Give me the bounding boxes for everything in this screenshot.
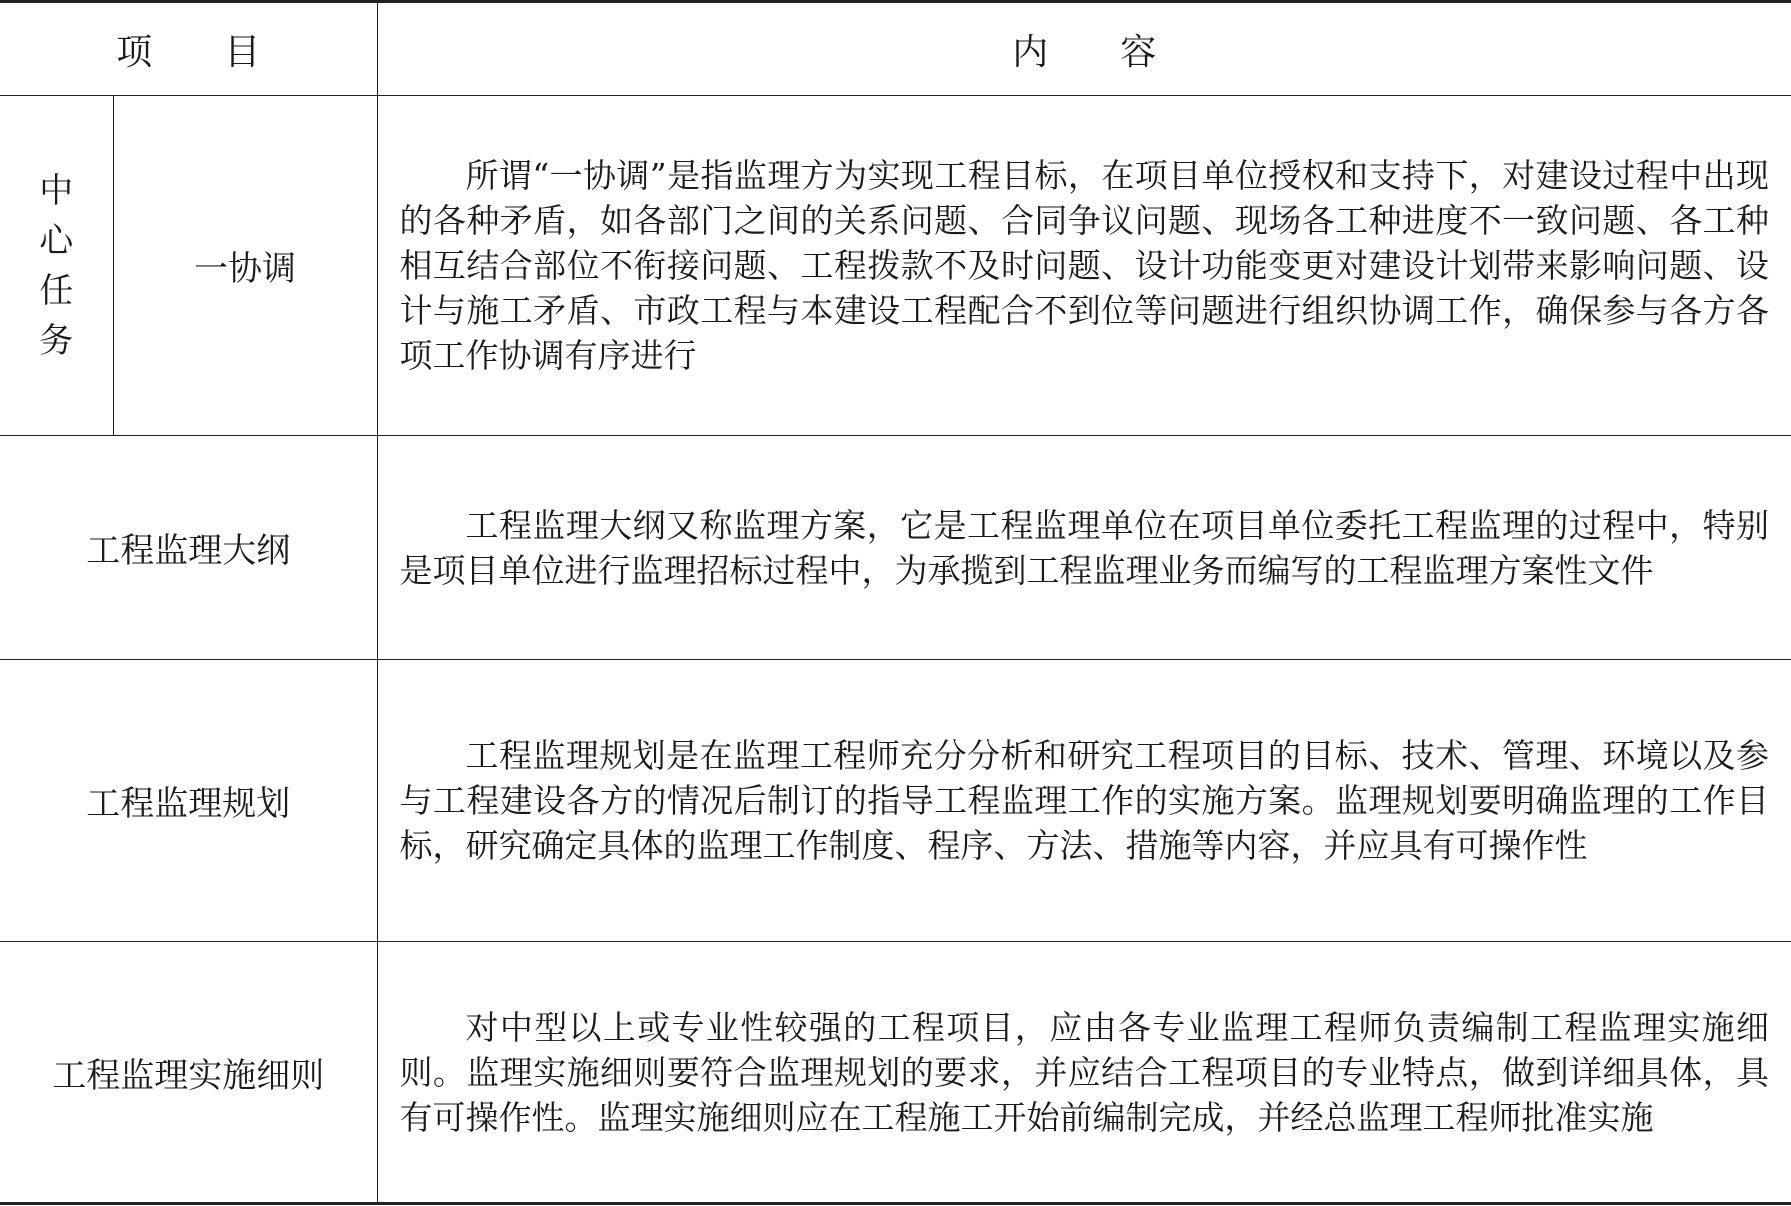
- item-label: 工程监理大纲: [0, 436, 377, 660]
- header-row: [0, 2, 1791, 96]
- item-content-text: 工程监理大纲又称监理方案，它是工程监理单位在项目单位委托工程监理的过程中，特别是项目单位进行监理招标过程中，为承揽到工程监理业务而编写的工程监理方案性文件: [399, 505, 1770, 590]
- item-content-text: 工程监理规划是在监理工程师充分分析和研究工程项目的目标、技术、管理、环境以及参与工程建设各方的情况后制订的指导工程监理工作的实施方案。监理规划要明确监理的工作目标，研究确定具体的监理工作制度、程序、方法、措施等内容，并应具有可操作性: [399, 736, 1770, 865]
- table-row: [0, 942, 1791, 1204]
- item-content-text: 所谓“一协调”是指监理方为实现工程目标，在项目单位授权和支持下，对建设过程中出现的各种矛盾，如各部门之间的关系问题、合同争议问题、现场各工种进度不一致问题、各工种相互结合部位不衔接问题、工程拨款不及时问题、设计功能变更对建设计划带来影响问题、设计与施工矛盾、市政工程与本建设工程配合不到位等问题进行组织协调工作，确保参与各方各项工作协调有序进行: [399, 156, 1770, 375]
- table-row: [0, 96, 1791, 436]
- item-content-text: 对中型以上或专业性较强的工程项目，应由各专业监理工程师负责编制工程监理实施细则。监理实施细则要符合监理规划的要求，并应结合工程项目的专业特点，做到详细具体，具有可操作性。监理实施细则应在工程施工开始前编制完成，并经总监理工程师批准实施: [399, 1007, 1770, 1137]
- group-label-text: 中心任务: [39, 170, 74, 361]
- item-content: [377, 660, 1791, 942]
- item-content: [377, 942, 1791, 1204]
- item-label: 工程监理实施细则: [0, 942, 377, 1204]
- header-content: 内 容: [377, 2, 1791, 96]
- table-row: [0, 660, 1791, 942]
- item-content: [377, 436, 1791, 660]
- group-label: [0, 96, 113, 436]
- item-label: 一协调: [113, 96, 377, 436]
- header-item: 项 目: [0, 2, 377, 96]
- item-content: [377, 96, 1791, 436]
- item-label: 工程监理规划: [0, 660, 377, 942]
- table-row: [0, 436, 1791, 660]
